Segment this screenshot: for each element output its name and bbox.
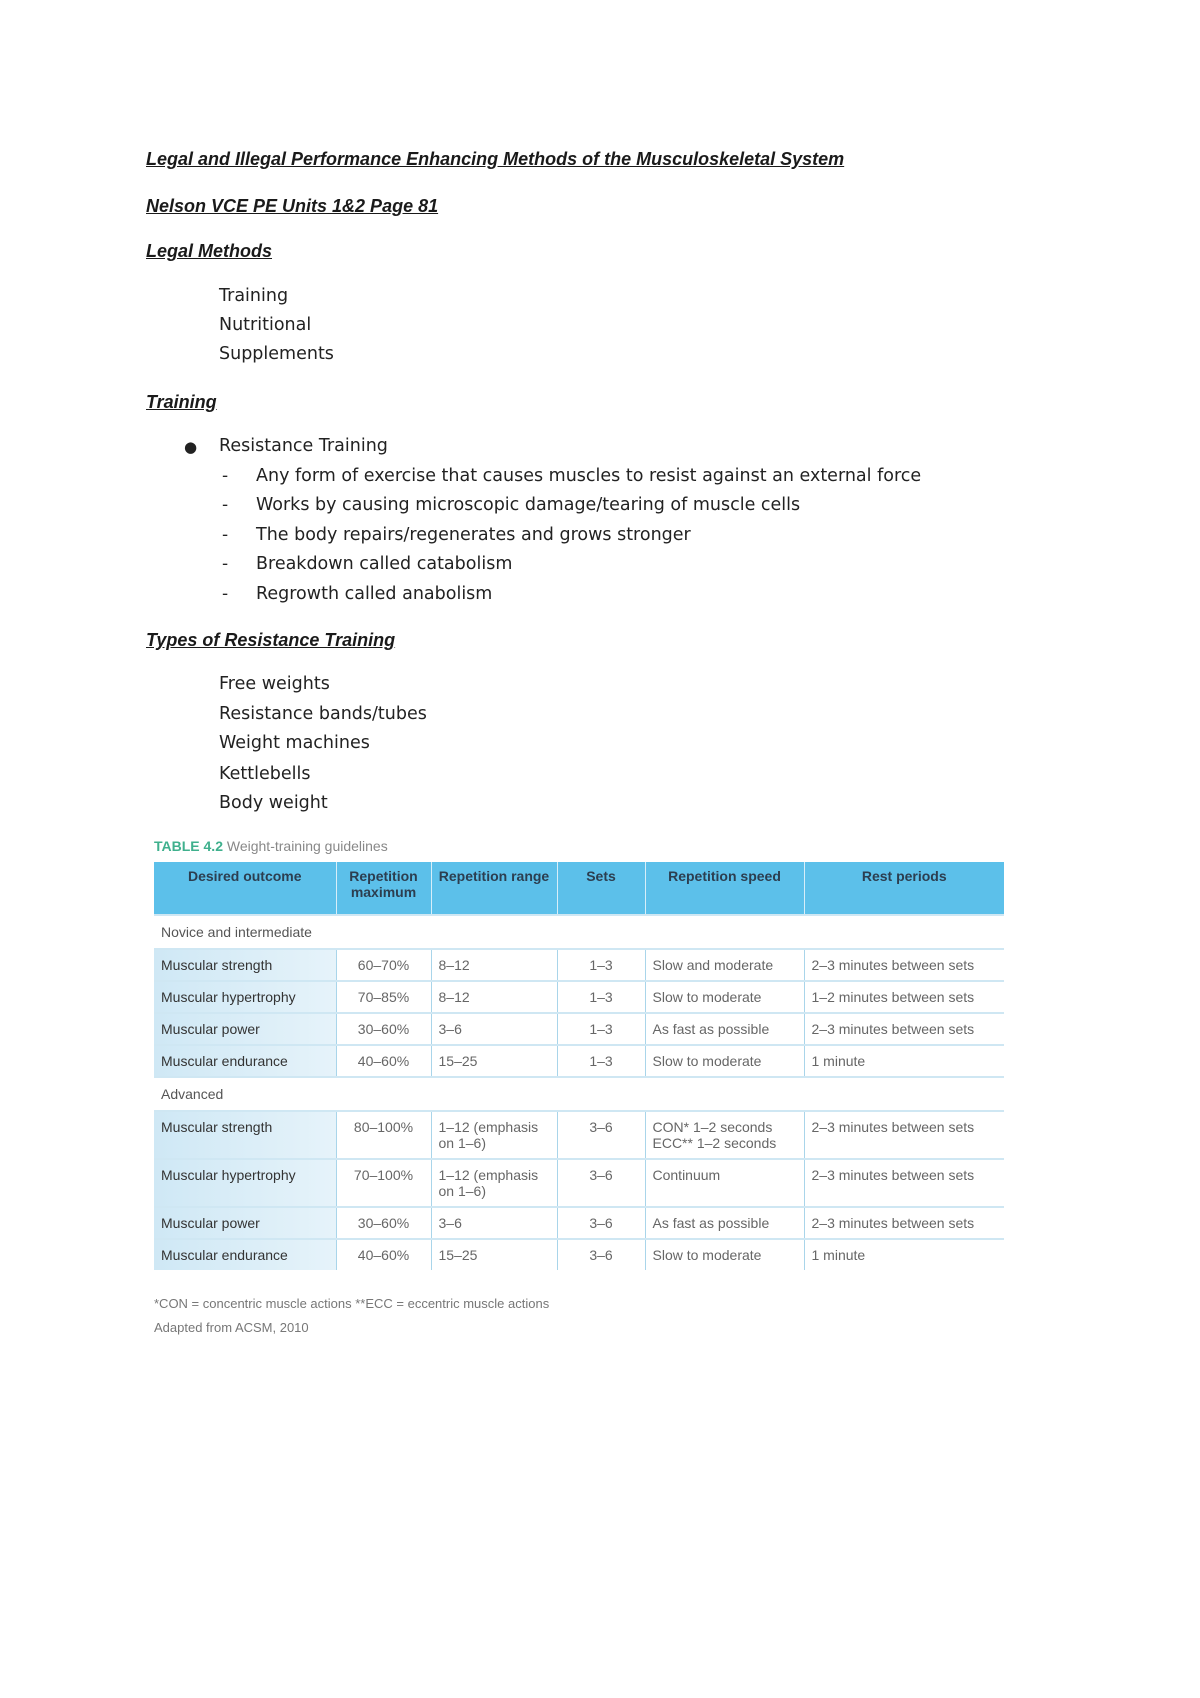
table-cell: 1–3 (557, 981, 645, 1013)
table-cell: 2–3 minutes between sets (804, 1207, 1004, 1239)
table-cell: Muscular endurance (154, 1239, 336, 1270)
section-label: Novice and intermediate (154, 915, 1004, 949)
table-cell: Muscular strength (154, 949, 336, 981)
table-cell: 80–100% (336, 1111, 431, 1159)
table-caption (154, 838, 388, 854)
list-item: Supplements (219, 344, 334, 364)
table-cell: 2–3 minutes between sets (804, 1111, 1004, 1159)
table-cell: 1–12 (emphasis on 1–6) (431, 1111, 557, 1159)
table-cell: Muscular hypertrophy (154, 1159, 336, 1207)
table-credit: Adapted from ACSM, 2010 (154, 1320, 309, 1335)
table-cell: 2–3 minutes between sets (804, 1159, 1004, 1207)
table-cell: 15–25 (431, 1045, 557, 1077)
list-item: Regrowth called anabolism (256, 584, 493, 604)
list-item: Free weights (219, 674, 330, 694)
table-row (154, 981, 1004, 1013)
table-cell: 70–85% (336, 981, 431, 1013)
list-item: Breakdown called catabolism (256, 554, 513, 574)
list-item: Weight machines (219, 733, 370, 753)
source-reference: Nelson VCE PE Units 1&2 Page 81 (146, 196, 439, 216)
list-item: Works by causing microscopic damage/tearing of muscle cells (256, 495, 801, 515)
list-item: Kettlebells (219, 764, 311, 784)
table-cell: Slow to moderate (645, 1045, 804, 1077)
table-cell: Muscular endurance (154, 1045, 336, 1077)
table-cell: 15–25 (431, 1239, 557, 1270)
table-cell: Slow to moderate (645, 981, 804, 1013)
table-cell: 3–6 (431, 1013, 557, 1045)
column-header: Desired outcome (154, 862, 336, 915)
table-cell: As fast as possible (645, 1207, 804, 1239)
table-cell: 8–12 (431, 949, 557, 981)
table-cell: Muscular power (154, 1013, 336, 1045)
table-row (154, 1111, 1004, 1159)
list-item: Body weight (219, 793, 328, 813)
dash-icon: - (222, 554, 229, 574)
table-cell: Slow and moderate (645, 949, 804, 981)
table-cell: 40–60% (336, 1045, 431, 1077)
table-label: TABLE 4.2 (154, 838, 223, 854)
types-heading: Types of Resistance Training (146, 630, 396, 650)
table-cell: Slow to moderate (645, 1239, 804, 1270)
table-cell: 60–70% (336, 949, 431, 981)
table-cell: 2–3 minutes between sets (804, 949, 1004, 981)
weight-training-table (154, 862, 1004, 1270)
column-header: Repetition maximum (336, 862, 431, 915)
table-cell: Muscular hypertrophy (154, 981, 336, 1013)
table-cell: Muscular strength (154, 1111, 336, 1159)
training-heading: Training (146, 392, 217, 412)
table-cell: Muscular power (154, 1207, 336, 1239)
dash-icon: - (222, 584, 229, 604)
legal-methods-heading: Legal Methods (146, 241, 273, 261)
column-header: Repetition range (431, 862, 557, 915)
table-cell: 3–6 (557, 1207, 645, 1239)
list-item: Any form of exercise that causes muscles to resist against an external force (256, 466, 922, 486)
table-cell: 1–3 (557, 949, 645, 981)
table-row (154, 1159, 1004, 1207)
bullet-icon: ● (184, 438, 198, 456)
list-item: Resistance bands/tubes (219, 704, 427, 724)
table-cell: CON* 1–2 seconds ECC** 1–2 seconds (645, 1111, 804, 1159)
section-row (154, 1077, 1004, 1111)
table-header-row (154, 862, 1004, 915)
table-footnote: *CON = concentric muscle actions **ECC = eccentric muscle actions (154, 1296, 550, 1311)
dash-icon: - (222, 466, 229, 486)
column-header: Repetition speed (645, 862, 804, 915)
list-item: The body repairs/regenerates and grows stronger (256, 525, 691, 545)
table-cell: 40–60% (336, 1239, 431, 1270)
resistance-training-item: Resistance Training (219, 436, 388, 456)
table-cell: 2–3 minutes between sets (804, 1013, 1004, 1045)
table-cell: 1–2 minutes between sets (804, 981, 1004, 1013)
table-row (154, 949, 1004, 981)
table-caption-text: Weight-training guidelines (226, 838, 388, 854)
list-item: Training (219, 286, 289, 306)
column-header: Rest periods (804, 862, 1004, 915)
table-cell: As fast as possible (645, 1013, 804, 1045)
table-cell: 1–3 (557, 1045, 645, 1077)
section-label: Advanced (154, 1077, 1004, 1111)
table-cell: 1 minute (804, 1045, 1004, 1077)
column-header: Sets (557, 862, 645, 915)
table-cell: 30–60% (336, 1207, 431, 1239)
table-cell: 3–6 (557, 1239, 645, 1270)
dash-icon: - (222, 525, 229, 545)
table-cell: 30–60% (336, 1013, 431, 1045)
table-cell: 3–6 (557, 1159, 645, 1207)
table-cell: 70–100% (336, 1159, 431, 1207)
table-row (154, 1239, 1004, 1270)
table-cell: 1 minute (804, 1239, 1004, 1270)
document-title: Legal and Illegal Performance Enhancing Methods of the Musculoskeletal System (146, 149, 845, 169)
table-cell: 1–3 (557, 1013, 645, 1045)
table-cell: 3–6 (557, 1111, 645, 1159)
table-row (154, 1013, 1004, 1045)
table-row (154, 1045, 1004, 1077)
table-cell: 3–6 (431, 1207, 557, 1239)
table-cell: Continuum (645, 1159, 804, 1207)
table-cell: 1–12 (emphasis on 1–6) (431, 1159, 557, 1207)
table-cell: 8–12 (431, 981, 557, 1013)
section-row (154, 915, 1004, 949)
list-item: Nutritional (219, 315, 312, 335)
dash-icon: - (222, 495, 229, 515)
table-row (154, 1207, 1004, 1239)
